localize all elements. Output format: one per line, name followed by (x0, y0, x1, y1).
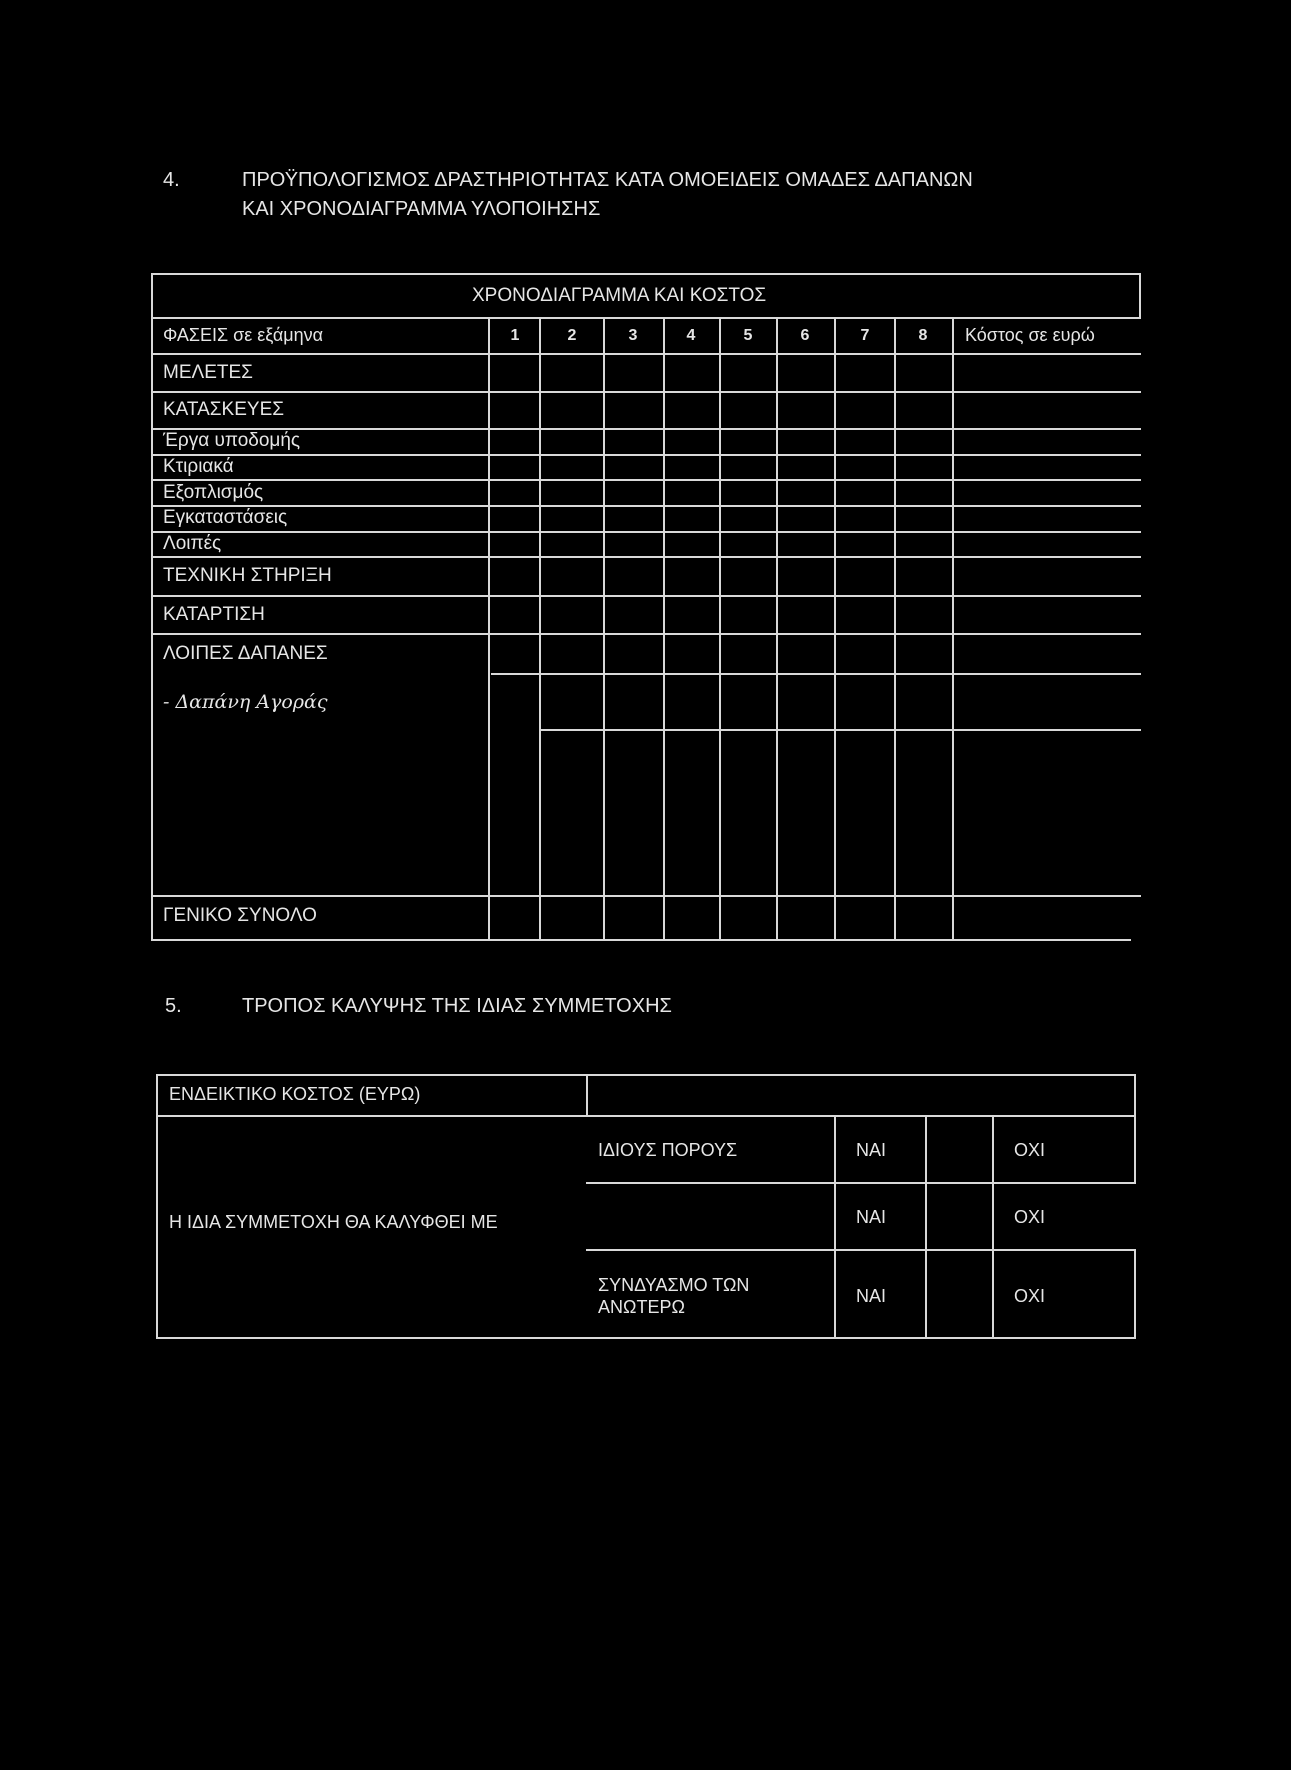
combination-label-line2: ΑΝΩΤΕΡΩ (598, 1297, 685, 1317)
row-geniko-synolo: ΓΕΝΙΚΟ ΣΥΝΟΛΟ (163, 905, 317, 926)
row-ktiriaka: Κτιριακά (163, 456, 234, 477)
indicative-cost-label: ΕΝΔΕΙΚΤΙΚΟ ΚΟΣΤΟΣ (ΕΥΡΩ) (169, 1084, 421, 1104)
section-5-title: ΤΡΟΠΟΣ ΚΑΛΥΨΗΣ ΤΗΣ ΙΔΙΑΣ ΣΥΜΜΕΤΟΧΗΣ (242, 995, 672, 1017)
period-2: 2 (567, 327, 577, 344)
combination-no: ΟΧΙ (1014, 1286, 1046, 1306)
period-3: 3 (628, 327, 638, 344)
handwritten-entry: - Δαπάνη Αγοράς (163, 691, 328, 713)
section-number-4: 4. (163, 169, 180, 191)
row-loipes: Λοιπές (163, 533, 222, 554)
own-resources-no: ΟΧΙ (1014, 1140, 1046, 1160)
period-4: 4 (686, 327, 696, 344)
own-contribution-table (156, 1074, 1141, 1339)
period-5: 5 (743, 327, 753, 344)
row-texniki-stiriksi: ΤΕΧΝΙΚΗ ΣΤΗΡΙΞΗ (163, 565, 332, 586)
own-resources-yes: ΝΑΙ (856, 1140, 887, 1160)
phase-label: ΦΑΣΕΙΣ σε εξάμηνα (163, 325, 324, 345)
option2-no: ΟΧΙ (1014, 1207, 1046, 1227)
period-7: 7 (860, 327, 870, 344)
cost-euro-label: Κόστος σε ευρώ (965, 325, 1095, 345)
row-loipes-dapanes: ΛΟΙΠΕΣ ΔΑΠΑΝΕΣ (163, 643, 328, 664)
own-resources-label: ΙΔΙΟΥΣ ΠΟΡΟΥΣ (598, 1140, 738, 1160)
period-8: 8 (918, 327, 928, 344)
section-4-title-line2: ΚΑΙ ΧΡΟΝΟΔΙΑΓΡΑΜΜΑ ΥΛΟΠΟΙΗΣΗΣ (242, 198, 601, 220)
row-egkatastaseis: Εγκαταστάσεις (163, 507, 288, 528)
section-4-title-line1: ΠΡΟΫΠΟΛΟΓΙΣΜΟΣ ΔΡΑΣΤΗΡΙΟΤΗΤΑΣ ΚΑΤΑ ΟΜΟΕΙΔΕΙΣ ΟΜΑΔΕΣ ΔΑΠΑΝΩΝ (242, 169, 973, 191)
period-1: 1 (510, 327, 520, 344)
schedule-cost-table (151, 273, 1141, 941)
option2-yes: ΝΑΙ (856, 1207, 887, 1227)
combination-label-line1: ΣΥΝΔΥΑΣΜΟ ΤΩΝ (598, 1275, 750, 1295)
section-number-5: 5. (165, 995, 182, 1017)
row-erga-ypodomis: Έργα υποδομής (163, 430, 301, 451)
row-katartisi: ΚΑΤΑΡΤΙΣΗ (163, 604, 265, 625)
coverage-label: Η ΙΔΙΑ ΣΥΜΜΕΤΟΧΗ ΘΑ ΚΑΛΥΦΘΕΙ ΜΕ (169, 1212, 498, 1232)
row-exoplismos: Εξοπλισμός (163, 482, 264, 503)
schedule-header: ΧΡΟΝΟΔΙΑΓΡΑΜΜΑ ΚΑΙ ΚΟΣΤΟΣ (472, 285, 767, 306)
row-meletes: ΜΕΛΕΤΕΣ (163, 362, 253, 383)
combination-yes: ΝΑΙ (856, 1286, 887, 1306)
row-kataskeves: ΚΑΤΑΣΚΕΥΕΣ (163, 399, 284, 420)
period-6: 6 (800, 327, 810, 344)
